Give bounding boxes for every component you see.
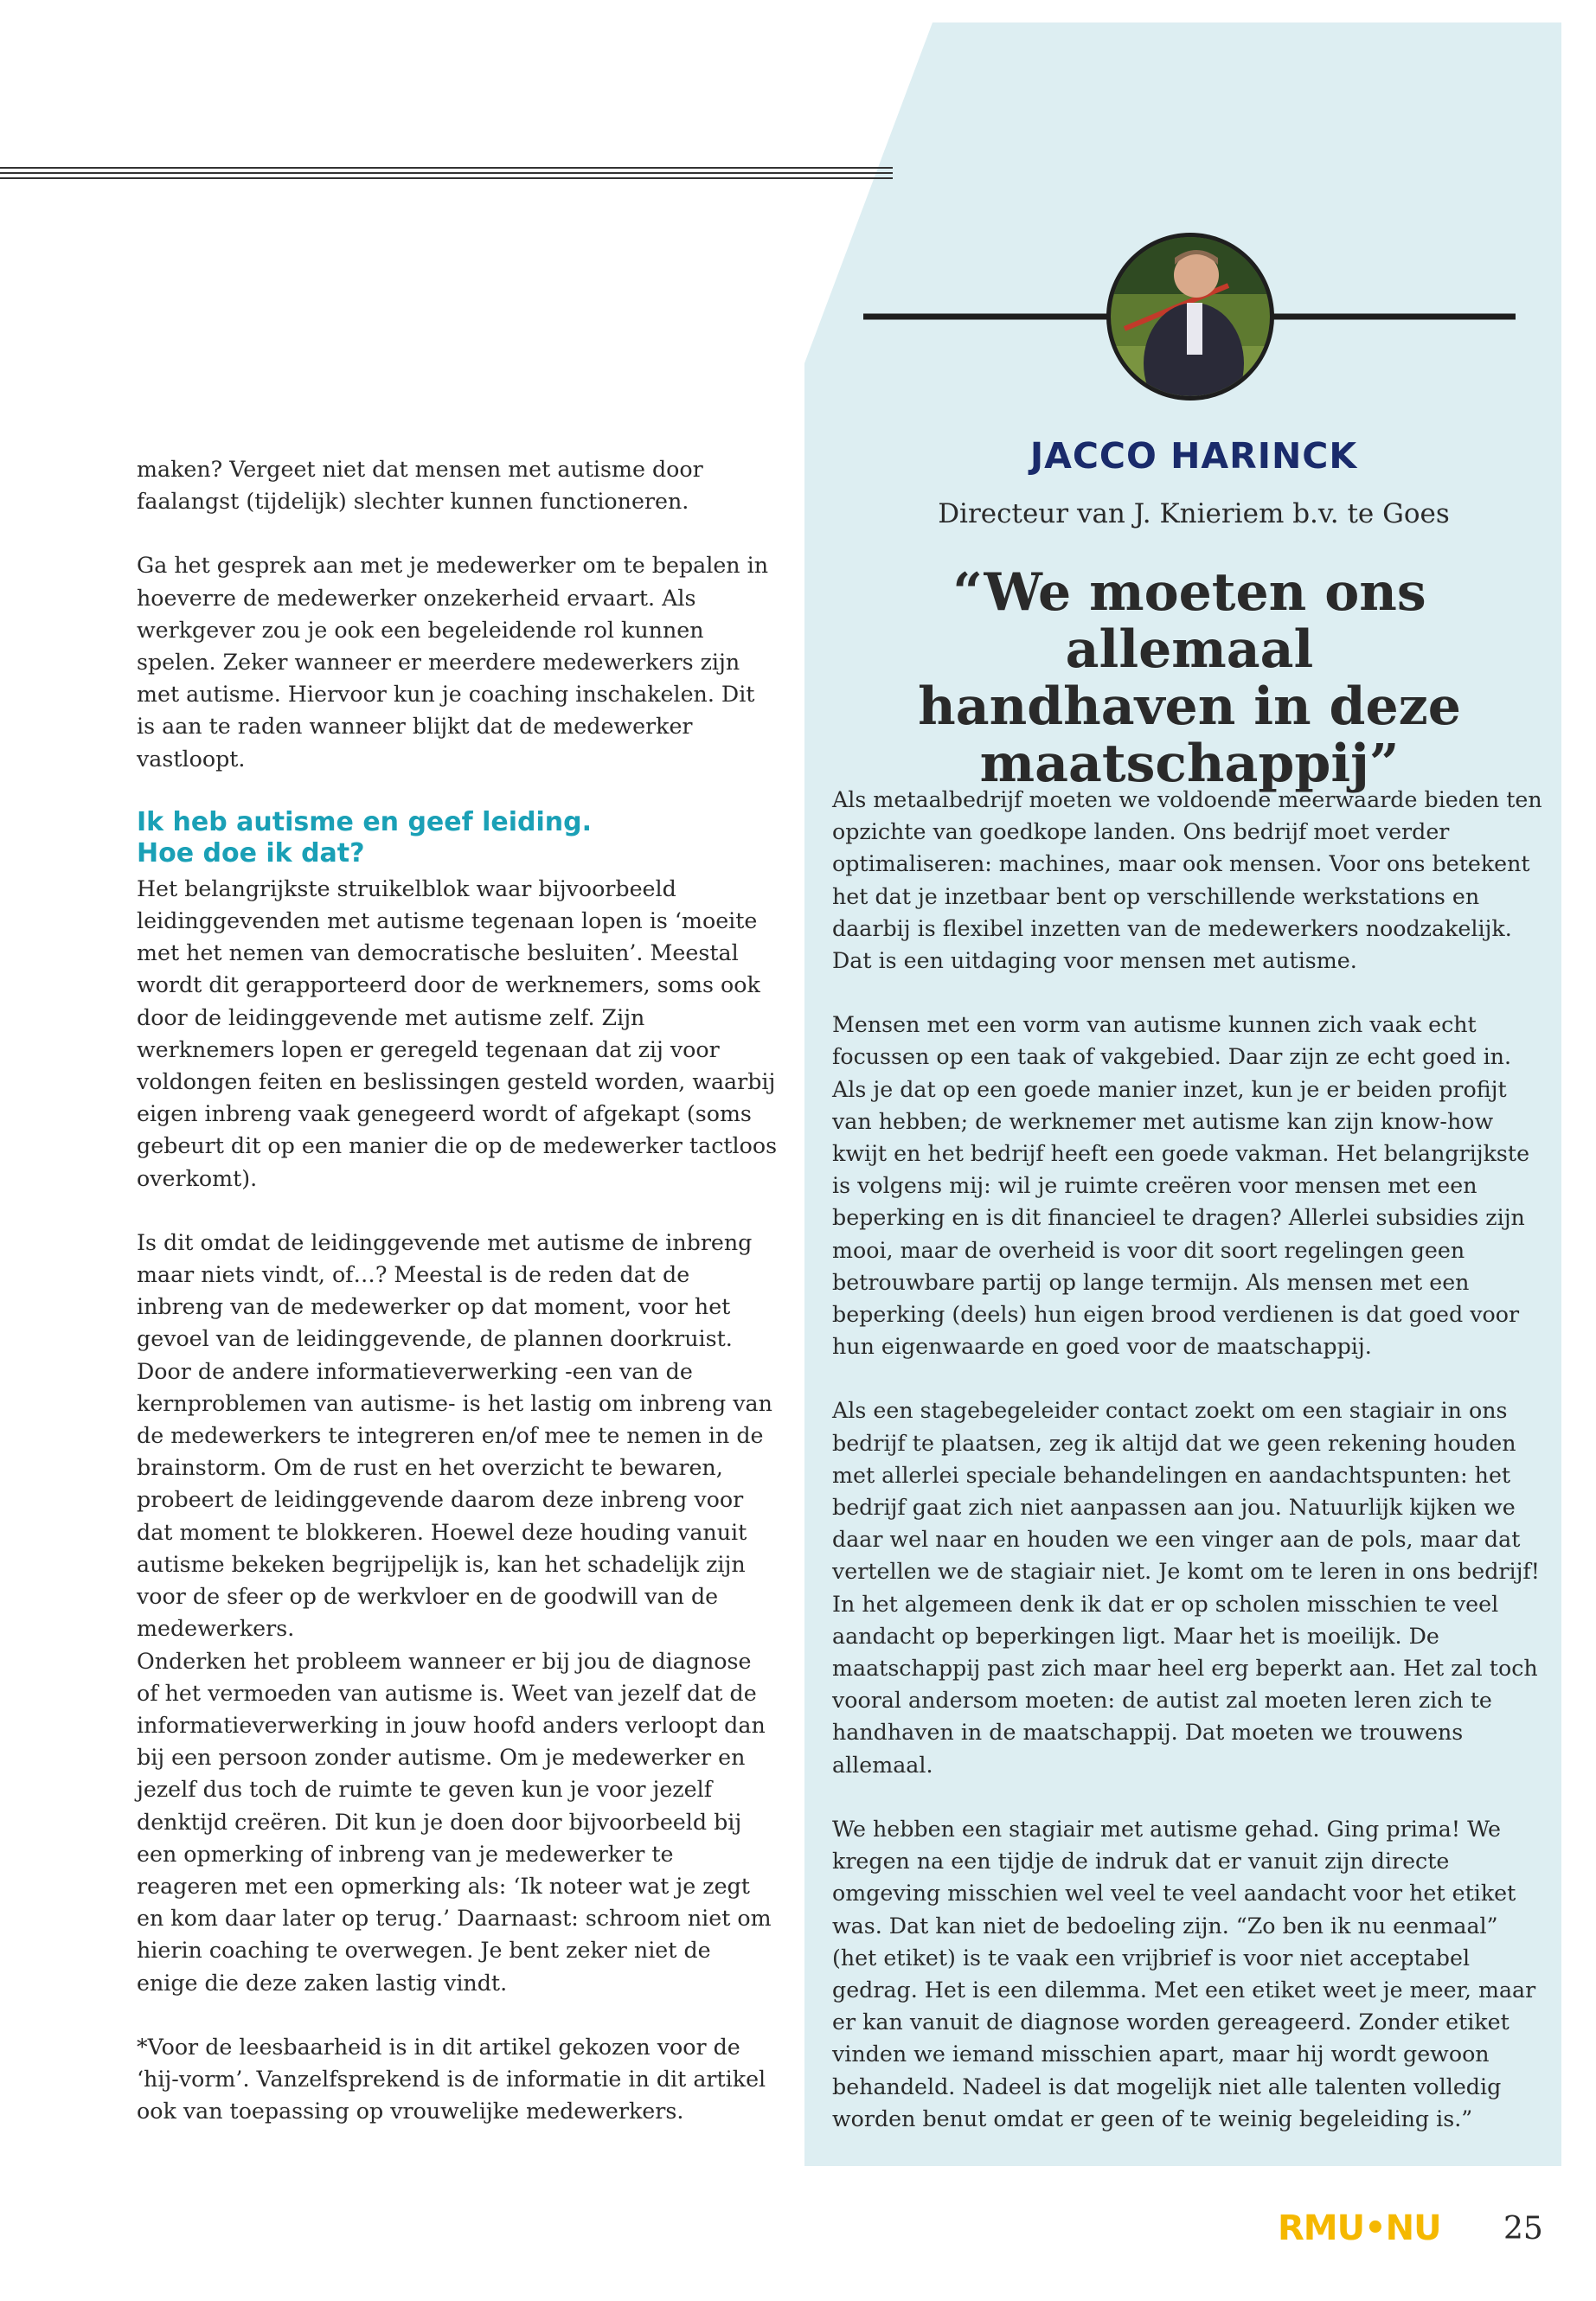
quote-line: “We moeten ons allemaal — [952, 562, 1426, 680]
paragraph: We hebben een stagiair met autisme gehad. Ging prima! We kregen na een tijdje de indruk dat er vanuit zijn directe omgeving misschien wel veel te veel aandacht voor het etiket was. Dat kan niet de bedoeling zijn. “Zo ben ik nu eenmaal” (het etiket) is te vaak een vrijbrief is voor niet acceptabel gedrag. Het is een dilemma. Met een etiket weet je meer, maar er kan vanuit de diagnose worden gereageerd. Zonder etiket vinden we iemand misschien apart, maar hij wordt gewoon behandeld. Nadeel is dat mogelijk niet alle talenten volledig worden benut omdat er geen of te weinig begeleiding is.” — [832, 1816, 1536, 2131]
paragraph: Onderken het probleem wanneer er bij jou de diagnose of het vermoeden van autisme is. Weet van jezelf dat de informatieverwerking in jouw hoofd anders verloopt dan bij een persoon zonder autisme. Om je medewerker en jezelf dus toch de ruimte te geven kun je voor jezelf denktijd creëren. Dit kun je doen door bijvoorbeeld bij een opmerking of inbreng van je medewerker te reageren met een opmerking als: ‘Ik noteer wat je zegt en kom daar later op terug.’ Daarnaast: schroom niet om hierin coaching te overwegen. Je bent zeker niet de enige die deze zaken lastig vindt. — [137, 1648, 772, 1996]
paragraph: Het belangrijkste struikelblok waar bijvoorbeeld leidinggevenden met autisme tegenaan lopen is ‘moeite met het nemen van democratische besluiten’. Meestal wordt dit gerapporteerd door de werknemers, soms ook door de leidinggevende met autisme zelf. Zijn werknemers lopen er geregeld tegenaan dat zij voor voldongen feiten en beslissingen gesteld worden, waarbij eigen inbreng vaak genegeerd wordt of afgekapt (soms gebeurt dit op een manier die op de medewerker tactloos overkomt). — [137, 875, 778, 1191]
pull-quote — [830, 564, 1548, 792]
interview-column — [832, 784, 1546, 2167]
section-heading-line: Hoe doe ik dat? — [137, 837, 365, 868]
paragraph: maken? Vergeet niet dat mensen met autisme door faalangst (tijdelijk) slechter kunnen functioneren. — [137, 457, 703, 515]
rmu-nu-logo: RMU•NU — [1278, 2208, 1441, 2248]
page-number: 25 — [1503, 2211, 1543, 2247]
section-heading — [137, 807, 779, 869]
header-rules — [0, 168, 893, 178]
paragraph: Als een stagebegeleider contact zoekt om een stagiair in ons bedrijf te plaatsen, zeg ik altijd dat we geen rekening houden met allerlei speciale behandelingen en aandachtspunten: het bedrijf gaat zich niet aanpassen aan jou. Natuurlijk kijken we daar wel naar en houden we een vinger aan de pols, maar dat vertellen we de stagiair niet. Je komt om te leren in ons bedrijf! — [832, 1398, 1540, 1585]
quote-line: handhaven in deze — [918, 676, 1461, 737]
quote-line: maatschappij” — [979, 734, 1400, 794]
article-left-column — [137, 453, 779, 2159]
paragraph: Is dit omdat de leidinggevende met autisme de inbreng maar niets vindt, of…? Meestal is de reden dat de inbreng van de medewerker op dat moment, voor het gevoel van de leidinggevende, de plannen doorkruist. Door de andere informatieverwerking -een van de kernproblemen van autisme- is het lastig om inbreng van de medewerkers te integreren en/of mee te nemen in de brainstorm. Om de rust en het overzicht te bewaren, probeert de leidinggevende daarom deze inbreng voor dat moment te blokkeren. Hoewel deze houding vanuit autisme bekeken begrijpelijk is, kan het schadelijk zijn voor de sfeer op de werkvloer en de goodwill van de medewerkers. — [137, 1229, 772, 1642]
footnote: *Voor de leesbaarheid is in dit artikel gekozen voor de ‘hij-vorm’. Vanzelfsprekend is de informatie in dit artikel ook van toepassing op vrouwelijke medewerkers. — [137, 2034, 766, 2125]
person-role: Directeur van J. Knieriem b.v. te Goes — [938, 498, 1450, 529]
paragraph: Als metaalbedrijf moeten we voldoende meerwaarde bieden ten opzichte van goedkope landen. Ons bedrijf moet verder optimaliseren: machines, maar ook mensen. Voor ons betekent het dat je inzetbaar bent op verschillende werkstations en daarbij is flexibel inzetten van de medewerkers noodzakelijk. Dat is een uitdaging voor mensen met autisme. — [832, 787, 1542, 974]
paragraph: In het algemeen denk ik dat er op scholen misschien te veel aandacht op beperkingen ligt. Maar het is moeilijk. De maatschappij past zich maar heel erg beperkt aan. Het zal toch vooral andersom moeten: de autist zal moeten leren zich te handhaven in de maatschappij. Dat moeten we trouwens allemaal. — [832, 1591, 1538, 1778]
section-heading-line: Ik heb autisme en geef leiding. — [137, 806, 593, 837]
paragraph: Ga het gesprek aan met je medewerker om te bepalen in hoeverre de medewerker onzekerheid ervaart. Als werkgever zou je ook een begeleidende rol kunnen spelen. Zeker wanneer er meerdere medewerkers zijn met autisme. Hiervoor kun je coaching inschakelen. Dit is aan te raden wanneer blijkt dat de medewerker vastloopt. — [137, 553, 769, 772]
paragraph: Mensen met een vorm van autisme kunnen zich vaak echt focussen op een taak of vakgebied. Daar zijn ze echt goed in. Als je dat op een goede manier inzet, kun je er beiden profijt van hebben; de werknemer met autisme kan zijn know-how kwijt en het bedrijf heeft een goede vakman. Het belangrijkste is volgens mij: wil je ruimte creëren voor mensen met een beperking en is dit financieel te dragen? Allerlei subsidies zijn mooi, maar de overheid is voor dit soort regelingen geen betrouwbare partij op lange termijn. Als mensen met een beperking (deels) hun eigen brood verdienen is dat goed voor hun eigenwaarde en goed voor de maatschappij. — [832, 1012, 1530, 1360]
person-name: JACCO HARINCK — [1029, 435, 1358, 477]
